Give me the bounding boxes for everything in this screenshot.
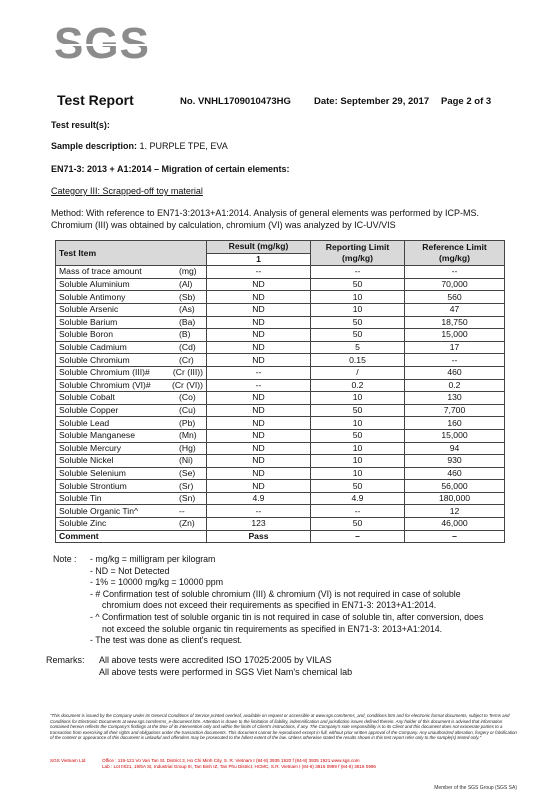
element-symbol: (Pb) — [179, 417, 196, 428]
cell-test-item — [56, 379, 207, 392]
cell-reference-limit: 560 — [405, 291, 505, 304]
cell-result: ND — [207, 480, 311, 493]
fine-print: "This document is issued by the Company under its General Conditions of Service printed overleaf, available on request or accessible at www.sgs.com/terms_and_conditions.htm and for electronic format documents, subject to Terms and Conditions for Electronic Documents at www.sgs.com/terms_e-document.htm. Attention is drawn to the limitation of liability, indemnification and jurisdiction issues defined therein. Any holder of this document is advised that information contained hereon reflects the Company's findings at the time of its intervention only and within the limits of Client's instructions, if any. The Company's sole responsibility is to its Client and this document does not exonerate parties to a transaction from exercising all their rights and obligations under the transaction documents. This document cannot be reproduced except in full, without prior written approval of the Company. Any unauthorized alteration, forgery or falsification of the content or appearance of this document is unlawful and offenders may be prosecuted to the fullest extent of the law. Unless otherwise stated the results shown in this test report refer only to the sample(s) tested only." — [50, 713, 517, 741]
cell-result: ND — [207, 341, 311, 354]
element-name: Soluble Nickel — [59, 455, 114, 466]
cell-result: ND — [207, 404, 311, 417]
cell-result: -- — [207, 379, 311, 392]
cell-test-item — [56, 404, 207, 417]
cell-reporting-limit: 50 — [311, 480, 405, 493]
cell-reference-limit: -- — [405, 266, 505, 279]
sample-description — [51, 141, 228, 151]
page-number: Page 2 of 3 — [441, 96, 492, 107]
note-line: not exceed the soluble organic tin requirements as specified in EN71-3: 2013+A1:2014. — [102, 623, 443, 634]
element-name: Soluble Cadmium — [59, 342, 127, 353]
table-row — [56, 303, 505, 316]
table-row — [56, 266, 505, 279]
cell-reference-limit: 460 — [405, 366, 505, 379]
table-row — [56, 518, 505, 531]
element-symbol: (Cd) — [179, 342, 196, 353]
sample-value: 1. PURPLE TPE, EVA — [137, 141, 228, 151]
element-name: Soluble Organic Tin^ — [59, 505, 139, 516]
category-heading: Category III: Scrapped-off toy material — [51, 186, 203, 196]
office-company: SGS Vietnam Ltd — [50, 758, 86, 763]
table-row — [56, 341, 505, 354]
element-symbol: (Co) — [179, 392, 196, 403]
cell-reporting-limit: -- — [311, 505, 405, 518]
cell-reference-limit: 12 — [405, 505, 505, 518]
cell-reference-limit: 94 — [405, 442, 505, 455]
element-symbol: (Cr) — [179, 354, 194, 365]
cell-test-item — [56, 455, 207, 468]
cell-result: -- — [207, 266, 311, 279]
element-name: Soluble Barium — [59, 316, 118, 327]
cell-reporting-limit: 10 — [311, 442, 405, 455]
cell-test-item — [56, 392, 207, 405]
cell-test-item — [56, 366, 207, 379]
element-name: Soluble Tin — [59, 493, 102, 504]
note-line: - ND = Not Detected — [90, 565, 170, 576]
cell-result: 123 — [207, 518, 311, 531]
header-result: Result (mg/kg) — [207, 241, 311, 254]
element-name: Soluble Chromium (III)# — [59, 367, 150, 378]
element-symbol: (B) — [179, 329, 191, 340]
cell-result: ND — [207, 316, 311, 329]
office-line: Office : 119-121 Vo Van Tan St. District 3, Ho Chi Minh City, S. R. Vietnam t (84-8) 3935 1920 f (84-8) 3935 1921 www.sgs.com — [102, 758, 360, 763]
cell-test-item — [56, 341, 207, 354]
standard-heading: EN71-3: 2013 + A1:2014 – Migration of certain elements: — [51, 164, 290, 174]
table-row — [56, 480, 505, 493]
element-symbol: (Cr (VI)) — [171, 379, 203, 390]
cell-test-item — [56, 417, 207, 430]
cell-reference-limit: 70,000 — [405, 278, 505, 291]
cell-test-item — [56, 518, 207, 531]
cell-reference-limit: 130 — [405, 392, 505, 405]
cell-reporting-limit: 10 — [311, 455, 405, 468]
cell-reference-limit: 180,000 — [405, 492, 505, 505]
cell-test-item — [56, 329, 207, 342]
cell-test-item — [56, 316, 207, 329]
note-line: - # Confirmation test of soluble chromium (III) & chromium (VI) is not required in case of soluble — [90, 588, 461, 599]
cell-reference-limit: 930 — [405, 455, 505, 468]
remarks-line: All above tests were accredited ISO 17025:2005 by VILAS — [99, 655, 332, 665]
remarks-line: All above tests were performed in SGS Viet Nam's chemical lab — [99, 666, 353, 677]
cell-result: ND — [207, 467, 311, 480]
results-heading: Test result(s): — [51, 120, 110, 130]
note-line: - ^ Confirmation test of soluble organic tin is not required in case of soluble tin, after conversion, does — [90, 611, 484, 622]
cell-test-item — [56, 278, 207, 291]
table-row — [56, 316, 505, 329]
cell-reporting-limit: 0.15 — [311, 354, 405, 367]
cell-result: ND — [207, 455, 311, 468]
table-row — [56, 404, 505, 417]
cell-reporting-limit: 50 — [311, 429, 405, 442]
cell-test-item — [56, 505, 207, 518]
element-symbol: (Zn) — [179, 518, 195, 529]
table-row — [56, 429, 505, 442]
cell-reporting-limit: 10 — [311, 303, 405, 316]
element-symbol: (Cu) — [179, 405, 196, 416]
cell-reference-limit: -- — [405, 354, 505, 367]
cell-reference-limit: 47 — [405, 303, 505, 316]
element-name: Soluble Strontium — [59, 480, 127, 491]
cell-reporting-limit: 0.2 — [311, 379, 405, 392]
cell-reporting-limit: 5 — [311, 341, 405, 354]
cell-reporting-limit: 50 — [311, 518, 405, 531]
element-symbol: (Cr (III)) — [172, 367, 203, 378]
element-name: Soluble Aluminium — [59, 279, 130, 290]
note-line: - mg/kg = milligram per kilogram — [90, 554, 216, 564]
header-reporting-limit: Reporting Limit (mg/kg) — [311, 241, 405, 266]
cell-result: ND — [207, 278, 311, 291]
element-name: Soluble Arsenic — [59, 304, 119, 315]
cell-result: ND — [207, 429, 311, 442]
element-symbol: (Al) — [179, 279, 193, 290]
table-row — [56, 467, 505, 480]
element-name: Soluble Copper — [59, 405, 119, 416]
report-number: No. VNHL1709010473HG — [180, 96, 291, 107]
cell-reference-limit: 0.2 — [405, 379, 505, 392]
lab-line: Lab : Lot III/21, 19/5A St, Industrial Group III, Tan Binh IZ, Tan Phu District, HCMC, S.R. Vietnam t (84-8) 3816 0999 f (84-8) 3816 0996 — [102, 764, 376, 769]
cell-result: -- — [207, 366, 311, 379]
note-line: - 1% = 10000 mg/kg = 10000 ppm — [90, 577, 224, 588]
cell-test-item — [56, 354, 207, 367]
table-row — [56, 291, 505, 304]
table-row — [56, 417, 505, 430]
cell-reporting-limit: 10 — [311, 417, 405, 430]
cell-reporting-limit: -- — [311, 266, 405, 279]
comment-result: Pass — [207, 530, 311, 543]
element-symbol: (Sn) — [179, 493, 196, 504]
table-row — [56, 455, 505, 468]
results-table — [55, 240, 505, 543]
element-symbol: (Se) — [179, 467, 196, 478]
cell-reference-limit: 160 — [405, 417, 505, 430]
cell-test-item — [56, 303, 207, 316]
element-name: Soluble Boron — [59, 329, 113, 340]
cell-reference-limit: 460 — [405, 467, 505, 480]
header-sample-number: 1 — [207, 253, 311, 266]
element-symbol: (As) — [179, 304, 195, 315]
table-row — [56, 366, 505, 379]
element-symbol: (Hg) — [179, 442, 196, 453]
cell-reference-limit: 46,000 — [405, 518, 505, 531]
cell-test-item — [56, 266, 207, 279]
cell-test-item — [56, 429, 207, 442]
element-name: Soluble Chromium (VI)# — [59, 379, 151, 390]
cell-result: 4.9 — [207, 492, 311, 505]
cell-reference-limit: 56,000 — [405, 480, 505, 493]
cell-test-item — [56, 442, 207, 455]
cell-test-item — [56, 467, 207, 480]
table-row — [56, 329, 505, 342]
cell-reporting-limit: 4.9 — [311, 492, 405, 505]
office-info — [50, 758, 376, 770]
table-row — [56, 505, 505, 518]
element-name: Soluble Mercury — [59, 442, 122, 453]
cell-test-item — [56, 480, 207, 493]
element-symbol: (Sb) — [179, 291, 196, 302]
element-name: Soluble Antimony — [59, 291, 126, 302]
element-name: Soluble Zinc — [59, 518, 107, 529]
cell-reference-limit: 15,000 — [405, 429, 505, 442]
element-name: Soluble Selenium — [59, 467, 126, 478]
note-label: Note : — [53, 554, 77, 564]
header-test-item: Test Item — [56, 241, 207, 266]
element-symbol: (Sr) — [179, 480, 194, 491]
table-row — [56, 278, 505, 291]
remarks-label: Remarks: — [46, 655, 85, 665]
cell-result: ND — [207, 417, 311, 430]
cell-reference-limit: 17 — [405, 341, 505, 354]
sample-label: Sample description: — [51, 141, 138, 151]
comment-label: Comment — [56, 530, 207, 543]
cell-reference-limit: 18,750 — [405, 316, 505, 329]
table-row — [56, 392, 505, 405]
element-name: Soluble Chromium — [59, 354, 130, 365]
cell-reference-limit: 7,700 — [405, 404, 505, 417]
comment-reporting: – — [311, 530, 405, 543]
cell-reporting-limit: / — [311, 366, 405, 379]
sgs-logo-text: SGS — [54, 19, 150, 66]
comment-reference: – — [405, 530, 505, 543]
table-row — [56, 492, 505, 505]
element-symbol: (Mn) — [179, 430, 197, 441]
cell-reporting-limit: 10 — [311, 291, 405, 304]
cell-reporting-limit: 10 — [311, 467, 405, 480]
cell-reporting-limit: 50 — [311, 404, 405, 417]
note-line: chromium does not exceed their requirements as specified in EN71-3: 2013+A1:2014. — [102, 600, 437, 611]
note-line: - The test was done as client's request. — [90, 635, 243, 646]
cell-reporting-limit: 50 — [311, 316, 405, 329]
element-symbol: (mg) — [179, 266, 197, 277]
sgs-logo — [52, 18, 172, 66]
cell-reporting-limit: 50 — [311, 329, 405, 342]
element-name: Soluble Lead — [59, 417, 110, 428]
element-symbol: (Ni) — [179, 455, 193, 466]
table-row — [56, 379, 505, 392]
method-text: Method: With reference to EN71-3:2013+A1:2014. Analysis of general elements was performed by ICP-MS. Chromium (III) was obtained by calculation, chromium (VI) was analyzed by IC-UV/VIS — [51, 208, 479, 230]
cell-result: ND — [207, 354, 311, 367]
element-symbol: (Ba) — [179, 316, 196, 327]
element-symbol: -- — [179, 505, 185, 516]
member-text: Member of the SGS Group (SGS SA) — [434, 785, 517, 791]
report-title: Test Report — [57, 92, 134, 108]
element-name: Soluble Cobalt — [59, 392, 115, 403]
element-name: Mass of trace amount — [59, 266, 142, 277]
element-name: Soluble Manganese — [59, 430, 135, 441]
table-row — [56, 442, 505, 455]
cell-result: ND — [207, 329, 311, 342]
cell-result: -- — [207, 505, 311, 518]
cell-test-item — [56, 291, 207, 304]
cell-result: ND — [207, 291, 311, 304]
report-date: Date: September 29, 2017 — [314, 96, 430, 107]
cell-reporting-limit: 50 — [311, 278, 405, 291]
cell-result: ND — [207, 442, 311, 455]
table-row — [56, 354, 505, 367]
cell-result: ND — [207, 392, 311, 405]
cell-reporting-limit: 10 — [311, 392, 405, 405]
header-reference-limit: Reference Limit (mg/kg) — [405, 241, 505, 266]
cell-test-item — [56, 492, 207, 505]
cell-reference-limit: 15,000 — [405, 329, 505, 342]
cell-result: ND — [207, 303, 311, 316]
